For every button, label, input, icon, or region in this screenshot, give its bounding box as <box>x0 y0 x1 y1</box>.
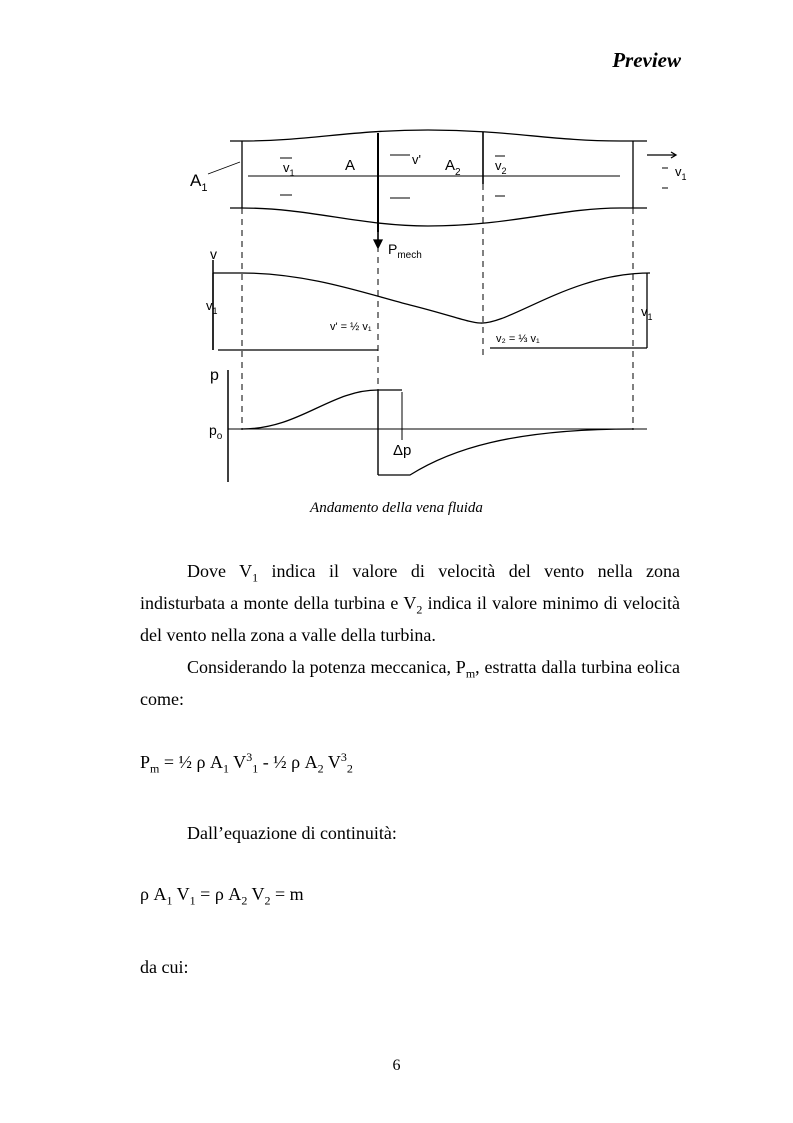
label-vprime-flow: v' <box>412 152 421 167</box>
a1-leader-line <box>208 162 240 174</box>
paragraph-1: Dove $V_1$ indica il valore di velocità del vento nella zona indisturbata a monte della turbina e $V_2$ indica il valore minimo di velocità del vento nella zona a valle della turbina. <box>140 561 680 645</box>
paragraph-2: Considerando la potenza meccanica, $P_m$, estratta dalla turbina eolica come: <box>140 657 680 709</box>
label-v2-flow: $v_2$ <box>495 158 507 176</box>
label-v1-out: $v_1$ <box>675 164 687 182</box>
page-number: 6 <box>392 1057 401 1074</box>
label-p-axis: p <box>210 367 219 384</box>
paragraph-4: da cui: <box>140 957 189 977</box>
equation-power: $P_m$ = ½ ρ $A_1$ $V^3_1$ - ½ ρ $A_2$ $V^3_2$ <box>140 750 353 776</box>
label-a1: $A_1$ <box>190 171 208 194</box>
velocity-curve <box>213 273 650 323</box>
pressure-recovery-curve <box>378 429 633 475</box>
fluid-vein-diagram <box>150 120 710 495</box>
tube-top-outline <box>230 130 647 141</box>
paragraph-3-wrap <box>140 817 680 849</box>
label-v-axis: v <box>210 246 217 262</box>
label-v1-right: $v_1$ <box>641 304 653 322</box>
figure-caption: Andamento della vena fluida <box>310 500 483 516</box>
label-a-mid: A <box>345 157 356 174</box>
label-vprime-eq: v' = ½ v₁ <box>330 321 372 333</box>
header-title: Preview <box>612 48 681 72</box>
label-v2-eq: v₂ = ⅓ v₁ <box>496 333 540 345</box>
paragraph-3: Dall’equazione di continuità: <box>187 823 397 843</box>
label-p0: $p_o$ <box>209 422 223 442</box>
label-delta-p: Δp <box>393 442 412 459</box>
label-a2: $A_2$ <box>445 157 461 178</box>
label-v1-flow: $v_1$ <box>283 160 295 178</box>
tube-bottom-outline <box>230 208 647 226</box>
equation-continuity: ρ $A_1$ $V_1 = \rho$ $A_2$ $V_2 = m$ <box>140 884 304 908</box>
label-p-mech: $P_{mech}$ <box>388 241 422 261</box>
label-v1-left: $v_1$ <box>206 298 218 316</box>
body-text <box>140 555 680 715</box>
